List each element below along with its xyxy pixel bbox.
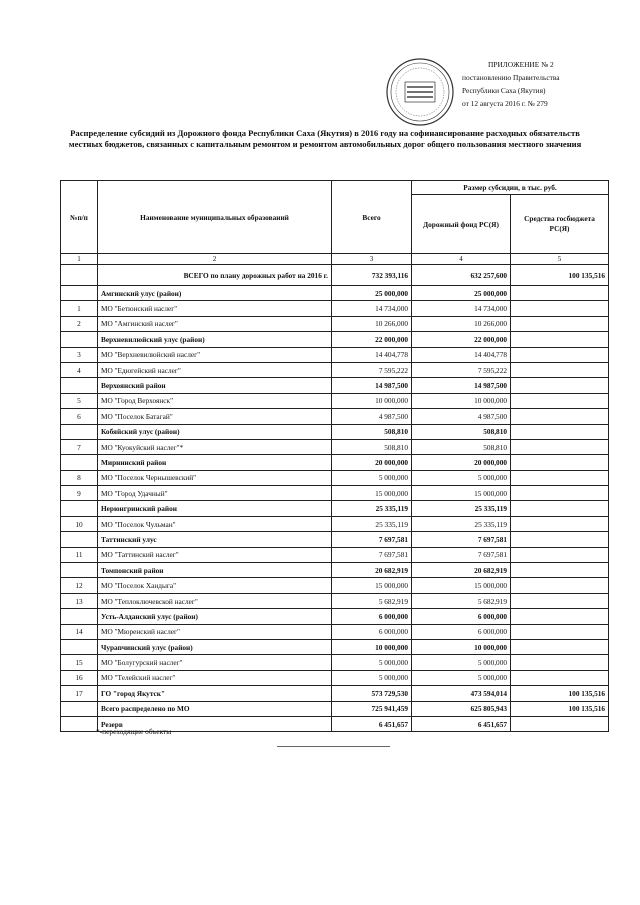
appendix-block — [462, 58, 632, 110]
row-name: МО "Болугурский наслег" — [98, 655, 332, 670]
row-federal — [511, 593, 609, 608]
row-federal — [511, 362, 609, 377]
row-road-fund: 7 697,581 — [412, 547, 511, 562]
row-total: 508,810 — [332, 424, 412, 439]
district-row — [61, 332, 609, 347]
table-row — [61, 301, 609, 316]
grand-total-row — [61, 265, 609, 286]
row-federal — [511, 716, 609, 731]
row-name: Кобяйский улус (район) — [98, 424, 332, 439]
row-road-fund: 25 000,000 — [412, 286, 511, 301]
row-federal — [511, 393, 609, 408]
district-row — [61, 501, 609, 516]
table-row — [61, 409, 609, 424]
row-road-fund: 14 404,778 — [412, 347, 511, 362]
appendix-line-4: от 12 августа 2016 г. № 279 — [462, 99, 548, 108]
row-name: Верхневилюйский улус (район) — [98, 332, 332, 347]
row-num: 10 — [61, 516, 98, 531]
row-federal — [511, 532, 609, 547]
row-federal — [511, 655, 609, 670]
table-row — [61, 624, 609, 639]
row-federal — [511, 578, 609, 593]
row-name: Таттинский улус — [98, 532, 332, 547]
col-num-2: 2 — [98, 254, 332, 265]
district-row — [61, 563, 609, 578]
row-total: 7 697,581 — [332, 532, 412, 547]
row-num: 16 — [61, 670, 98, 685]
table-row — [61, 655, 609, 670]
row-num: 17 — [61, 686, 98, 701]
row-num: 3 — [61, 347, 98, 362]
row-total: 10 000,000 — [332, 639, 412, 654]
row-num: 4 — [61, 362, 98, 377]
table-row — [61, 593, 609, 608]
table-row — [61, 362, 609, 377]
row-federal — [511, 501, 609, 516]
header-name: Наименование муниципальных образований — [98, 181, 332, 254]
row-road-fund: 25 335,119 — [412, 501, 511, 516]
row-name: МО "Таттинский наслег" — [98, 547, 332, 562]
row-num: 1 — [61, 301, 98, 316]
header-num: №п/п — [61, 181, 98, 254]
row-num — [61, 332, 98, 347]
row-road-fund: 7 697,581 — [412, 532, 511, 547]
header-road-fund: Дорожный фонд РС(Я) — [412, 195, 511, 254]
subsidy-table — [60, 180, 609, 732]
row-name: Чурапчинский улус (район) — [98, 639, 332, 654]
table-row — [61, 393, 609, 408]
row-name: Томпонский район — [98, 563, 332, 578]
row-name: МО "Город Верхоянск" — [98, 393, 332, 408]
row-num — [61, 286, 98, 301]
summary-row — [61, 701, 609, 716]
row-num — [61, 532, 98, 547]
row-road-fund: 6 451,657 — [412, 716, 511, 731]
row-road-fund: 473 594,014 — [412, 686, 511, 701]
row-federal: 100 135,516 — [511, 686, 609, 701]
row-num: 11 — [61, 547, 98, 562]
row-num: 7 — [61, 439, 98, 454]
row-road-fund: 5 000,000 — [412, 470, 511, 485]
row-road-fund: 6 000,000 — [412, 624, 511, 639]
table-row — [61, 316, 609, 331]
row-road-fund: 20 682,919 — [412, 563, 511, 578]
footnote: *-переходящие объекты — [96, 727, 172, 736]
table-row — [61, 686, 609, 701]
row-federal — [511, 347, 609, 362]
row-federal — [511, 378, 609, 393]
grand-total-sum: 732 393,116 — [332, 265, 412, 286]
row-total: 573 729,530 — [332, 686, 412, 701]
row-federal: 100 135,516 — [511, 701, 609, 716]
row-total: 25 335,119 — [332, 516, 412, 531]
column-number-row — [61, 254, 609, 265]
table-row — [61, 439, 609, 454]
row-total: 15 000,000 — [332, 486, 412, 501]
grand-total-label: ВСЕГО по плану дорожных работ на 2016 г. — [98, 265, 332, 286]
row-road-fund: 15 000,000 — [412, 486, 511, 501]
table-row — [61, 578, 609, 593]
row-name: МО "Теплоключевской наслег" — [98, 593, 332, 608]
document-title: Распределение субсидий из Дорожного фонда Республики Саха (Якутия) в 2016 году на софинансирование расходных обязательств местных бюджетов, связанных с капитальным ремонтом и ремонтом автомобильных дорог общего пользования местного значения — [68, 128, 582, 149]
district-row — [61, 424, 609, 439]
row-federal — [511, 301, 609, 316]
row-name: МО "Поселок Батагай" — [98, 409, 332, 424]
row-federal — [511, 547, 609, 562]
row-road-fund: 10 000,000 — [412, 393, 511, 408]
row-name: МО "Город Удачный" — [98, 486, 332, 501]
table-row — [61, 670, 609, 685]
row-road-fund: 20 000,000 — [412, 455, 511, 470]
grand-total-road: 632 257,600 — [412, 265, 511, 286]
row-name: Резерв — [98, 716, 332, 731]
row-federal — [511, 470, 609, 485]
row-name: Верхоянский район — [98, 378, 332, 393]
row-num — [61, 455, 98, 470]
row-name: МО "Едюгейский наслег" — [98, 362, 332, 377]
row-total: 7 595,222 — [332, 362, 412, 377]
row-total: 725 941,459 — [332, 701, 412, 716]
row-total: 22 000,000 — [332, 332, 412, 347]
row-road-fund: 14 987,500 — [412, 378, 511, 393]
table-row — [61, 486, 609, 501]
row-name: ГО "город Якутск" — [98, 686, 332, 701]
row-total: 25 000,000 — [332, 286, 412, 301]
row-name: Амгинский улус (район) — [98, 286, 332, 301]
district-row — [61, 532, 609, 547]
row-num: 14 — [61, 624, 98, 639]
row-num: 15 — [61, 655, 98, 670]
row-name: Всего распределено по МО — [98, 701, 332, 716]
row-total: 7 697,581 — [332, 547, 412, 562]
appendix-line-2: постановлению Правительства — [462, 73, 560, 82]
row-num — [61, 563, 98, 578]
row-total: 14 404,778 — [332, 347, 412, 362]
row-total: 6 000,000 — [332, 624, 412, 639]
col-num-1: 1 — [61, 254, 98, 265]
row-name: МО "Куокуйский наслег"* — [98, 439, 332, 454]
grand-total-federal: 100 135,516 — [511, 265, 609, 286]
row-road-fund: 10 000,000 — [412, 639, 511, 654]
row-name: МО "Мюренский наслег" — [98, 624, 332, 639]
col-num-4: 4 — [412, 254, 511, 265]
row-road-fund: 14 734,000 — [412, 301, 511, 316]
row-name: Нерюнгринский район — [98, 501, 332, 516]
row-road-fund: 5 682,919 — [412, 593, 511, 608]
header-total: Всего — [332, 181, 412, 254]
row-total: 6 000,000 — [332, 609, 412, 624]
row-num — [61, 716, 98, 731]
row-road-fund: 10 266,000 — [412, 316, 511, 331]
row-road-fund: 7 595,222 — [412, 362, 511, 377]
row-num: 13 — [61, 593, 98, 608]
header-federal: Средства госбюджета РС(Я) — [511, 195, 609, 254]
row-federal — [511, 286, 609, 301]
row-num — [61, 424, 98, 439]
row-num — [61, 701, 98, 716]
row-name: МО "Амгинский наслег" — [98, 316, 332, 331]
row-total: 20 682,919 — [332, 563, 412, 578]
row-federal — [511, 332, 609, 347]
row-num — [61, 501, 98, 516]
col-num-5: 5 — [511, 254, 609, 265]
row-federal — [511, 409, 609, 424]
row-road-fund: 5 000,000 — [412, 655, 511, 670]
row-federal — [511, 639, 609, 654]
row-total: 10 000,000 — [332, 393, 412, 408]
row-total: 14 987,500 — [332, 378, 412, 393]
row-federal — [511, 439, 609, 454]
row-total: 508,810 — [332, 439, 412, 454]
row-name: МО "Верхневилюйский наслег" — [98, 347, 332, 362]
row-name: МО "Бетюнский наслег" — [98, 301, 332, 316]
row-federal — [511, 516, 609, 531]
row-num — [61, 639, 98, 654]
official-seal-stamp — [385, 57, 455, 127]
row-total: 5 000,000 — [332, 655, 412, 670]
table-row — [61, 547, 609, 562]
table-row — [61, 516, 609, 531]
row-total: 20 000,000 — [332, 455, 412, 470]
row-name: МО "Поселок Чернышевский" — [98, 470, 332, 485]
divider-line — [277, 746, 390, 747]
row-num — [61, 378, 98, 393]
row-name: Мирнинский район — [98, 455, 332, 470]
row-federal — [511, 624, 609, 639]
row-name: МО "Поселок Хандыга" — [98, 578, 332, 593]
table-row — [61, 347, 609, 362]
district-row — [61, 286, 609, 301]
row-road-fund: 4 987,500 — [412, 409, 511, 424]
row-road-fund: 6 000,000 — [412, 609, 511, 624]
row-num: 2 — [61, 316, 98, 331]
row-road-fund: 508,810 — [412, 439, 511, 454]
row-federal — [511, 486, 609, 501]
row-federal — [511, 609, 609, 624]
district-row — [61, 455, 609, 470]
row-num — [61, 609, 98, 624]
district-row — [61, 609, 609, 624]
row-name: Усть-Алданский улус (район) — [98, 609, 332, 624]
row-total: 6 451,657 — [332, 716, 412, 731]
row-road-fund: 5 000,000 — [412, 670, 511, 685]
row-total: 4 987,500 — [332, 409, 412, 424]
row-num: 6 — [61, 409, 98, 424]
row-total: 25 335,119 — [332, 501, 412, 516]
header-subsidy-group: Размер субсидии, в тыс. руб. — [412, 181, 609, 195]
col-num-3: 3 — [332, 254, 412, 265]
appendix-line-1: ПРИЛОЖЕНИЕ № 2 — [488, 60, 554, 69]
row-name: МО "Поселок Чульман" — [98, 516, 332, 531]
row-num: 12 — [61, 578, 98, 593]
row-total: 5 000,000 — [332, 670, 412, 685]
row-federal — [511, 455, 609, 470]
row-num: 5 — [61, 393, 98, 408]
row-federal — [511, 424, 609, 439]
district-row — [61, 378, 609, 393]
row-road-fund: 22 000,000 — [412, 332, 511, 347]
row-federal — [511, 670, 609, 685]
row-total: 10 266,000 — [332, 316, 412, 331]
appendix-line-3: Республики Саха (Якутия) — [462, 86, 546, 95]
row-total: 5 000,000 — [332, 470, 412, 485]
row-road-fund: 508,810 — [412, 424, 511, 439]
row-num: 8 — [61, 470, 98, 485]
table-row — [61, 470, 609, 485]
row-num: 9 — [61, 486, 98, 501]
row-federal — [511, 316, 609, 331]
row-federal — [511, 563, 609, 578]
row-total: 14 734,000 — [332, 301, 412, 316]
row-name: МО "Телейский наслег" — [98, 670, 332, 685]
row-road-fund: 625 805,943 — [412, 701, 511, 716]
row-road-fund: 25 335,119 — [412, 516, 511, 531]
district-row — [61, 639, 609, 654]
row-road-fund: 15 000,000 — [412, 578, 511, 593]
row-total: 5 682,919 — [332, 593, 412, 608]
row-total: 15 000,000 — [332, 578, 412, 593]
